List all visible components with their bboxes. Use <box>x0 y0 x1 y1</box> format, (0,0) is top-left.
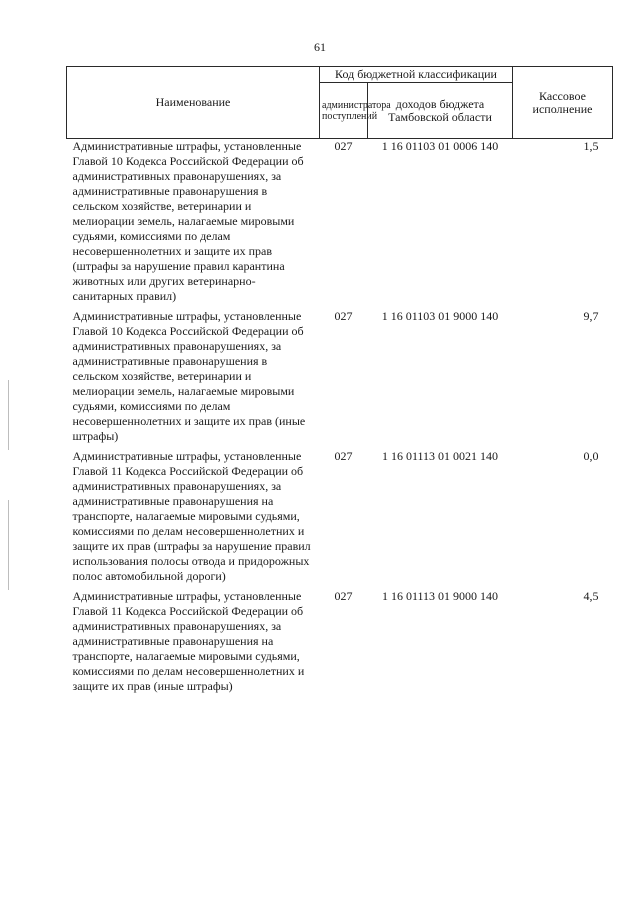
row-admin-code: 027 <box>334 589 353 603</box>
header-classification: Код бюджетной классификации <box>320 67 513 83</box>
row-name: Административные штрафы, установленные Главой 11 Кодекса Российской Федерации об административных правонарушениях, за административные правонарушения на транспорте, налагаемые мировыми судьями, комиссиями по делам несовершеннолетних и защите их прав (штрафы за нарушение правил использования полосы отвода и придорожных полос автомобильной дороги) <box>72 449 311 583</box>
table-row <box>67 449 613 589</box>
row-revenue-code: 1 16 01113 01 9000 140 <box>381 589 499 603</box>
page-number: 61 <box>314 40 326 54</box>
table-row <box>67 139 613 310</box>
header-execution: Кассовое исполнение <box>513 67 613 139</box>
row-amount: 0,0 <box>583 449 599 463</box>
row-amount: 4,5 <box>583 589 599 603</box>
row-admin-code: 027 <box>334 139 353 153</box>
row-name: Административные штрафы, установленные Главой 11 Кодекса Российской Федерации об административных правонарушениях, за административные правонарушения на транспорте, налагаемые мировыми судьями, комиссиями по делам несовершеннолетних и защите их прав (иные штрафы) <box>72 589 305 693</box>
budget-table <box>66 66 613 694</box>
header-name: Наименование <box>67 67 320 139</box>
row-revenue-code: 1 16 01103 01 9000 140 <box>381 309 499 323</box>
table-body <box>67 139 613 695</box>
row-name: Административные штрафы, установленные Главой 10 Кодекса Российской Федерации об административных правонарушениях, за административные правонарушения в сельском хозяйстве, ветеринарии и мелиорации земель, налагаемые мировыми судьями, комиссиями по делам несовершеннолетних и защите их прав (штрафы за нарушение правил карантина животных или других ветеринарно-санитарных правил) <box>72 139 304 303</box>
row-admin-code: 027 <box>334 309 353 323</box>
row-admin-code: 027 <box>334 449 353 463</box>
scan-margin-mark <box>8 500 9 590</box>
row-name: Административные штрафы, установленные Главой 10 Кодекса Российской Федерации об административных правонарушениях, за административные правонарушения в сельском хозяйстве, ветеринарии и мелиорации земель, налагаемые мировыми судьями, комиссиями по делам несовершеннолетних и защите их прав (иные штрафы) <box>72 309 306 443</box>
table-header <box>67 67 613 139</box>
row-revenue-code: 1 16 01103 01 0006 140 <box>381 139 499 153</box>
table-row <box>67 309 613 449</box>
table-row <box>67 589 613 694</box>
header-admin-code: администратора поступлений <box>320 83 368 139</box>
row-revenue-code: 1 16 01113 01 0021 140 <box>381 449 499 463</box>
scan-margin-mark <box>8 380 9 450</box>
row-amount: 9,7 <box>583 309 599 323</box>
header-revenue-code: доходов бюджета Тамбовской области <box>368 83 513 139</box>
row-amount: 1,5 <box>583 139 599 153</box>
